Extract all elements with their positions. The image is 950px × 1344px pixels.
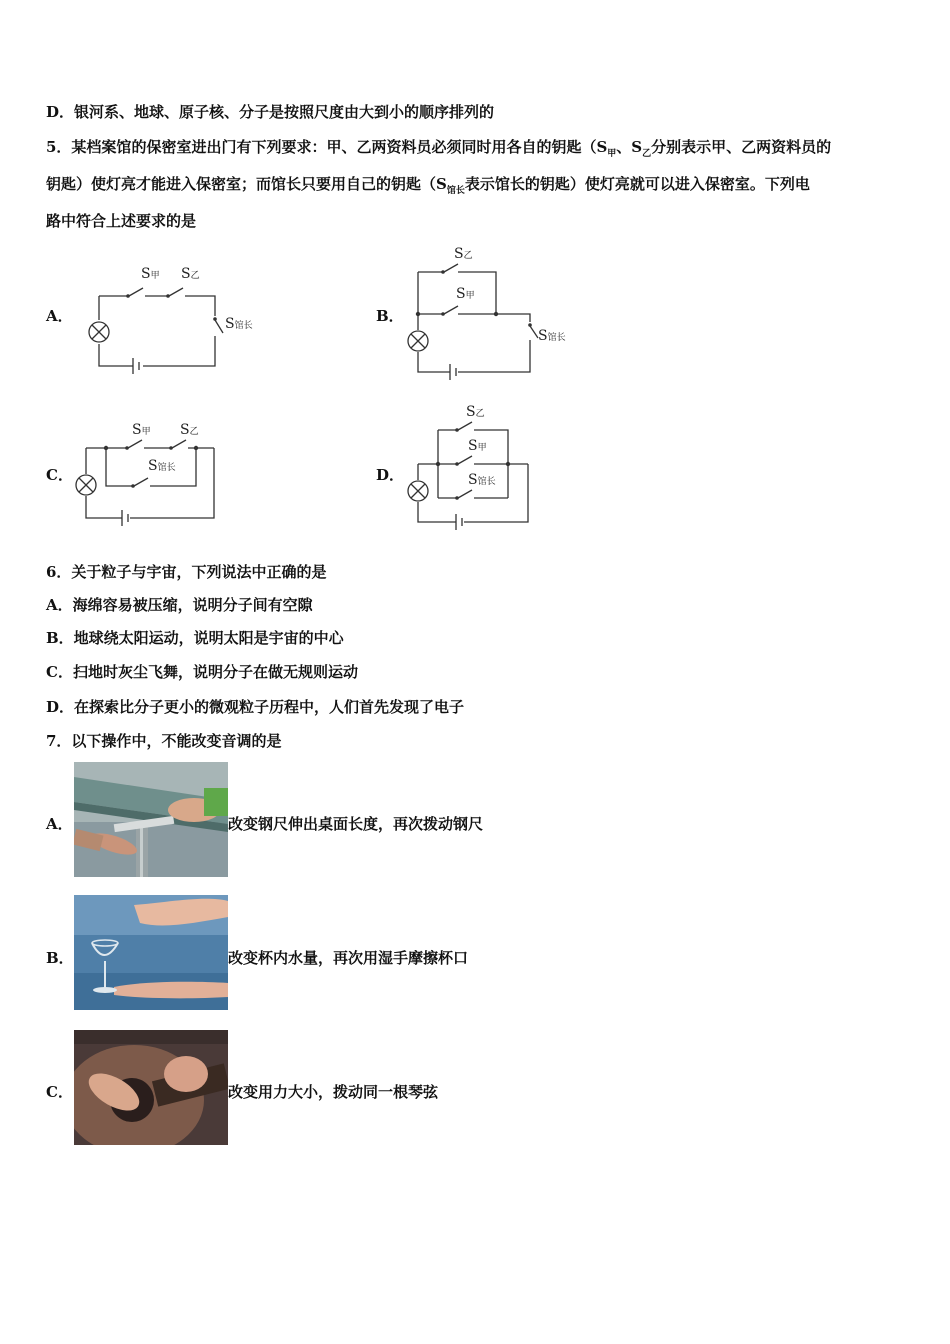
q7-option-a-label: A． <box>46 815 73 833</box>
q5-stem-text: 、S <box>616 138 643 156</box>
q7-option-b-text: 改变杯内水量，再次用湿手摩擦杯口 <box>228 949 469 967</box>
q5-sub-jia: 甲 <box>607 149 617 159</box>
label-sub-guanzhang: 馆长 <box>234 321 253 331</box>
q5-stem-line1 <box>46 137 831 164</box>
q5-stem-line2 <box>46 174 810 201</box>
q7-option-b-label: B． <box>46 949 74 967</box>
label-sub-yi: 乙 <box>475 409 485 419</box>
label-s: S <box>538 328 548 344</box>
q5-option-b-label: B． <box>376 307 404 325</box>
q5-stem-text: 钥匙）使灯亮才能进入保密室；而馆长只要用自己的钥匙（S <box>46 175 447 193</box>
q7-option-c-text: 改变用力大小，拨动同一根琴弦 <box>228 1083 439 1101</box>
label-sub-jia: 甲 <box>150 271 160 281</box>
circuit-c <box>72 412 232 534</box>
svg-text:S馆长 <box>468 472 496 488</box>
q5-option-c-label: C． <box>46 466 73 484</box>
svg-text:S馆长 <box>538 328 566 344</box>
wine-glass-photo <box>74 895 228 1010</box>
label-s: S <box>456 286 466 302</box>
label-sub-yi: 乙 <box>463 251 473 261</box>
label-sub-yi: 乙 <box>190 271 200 281</box>
label-sub-yi: 乙 <box>189 427 199 437</box>
label-sub-jia: 甲 <box>477 443 487 453</box>
label-s: S <box>225 316 235 332</box>
q6-option-c: C．扫地时灰尘飞舞，说明分子在做无规则运动 <box>46 663 358 681</box>
label-sub-jia: 甲 <box>141 427 151 437</box>
q6-option-d: D．在探索比分子更小的微观粒子历程中，人们首先发现了电子 <box>46 698 465 716</box>
label-s: S <box>181 266 191 282</box>
label-s: S <box>148 458 158 474</box>
circuit-d <box>400 398 550 534</box>
svg-text:S馆长 <box>225 316 253 332</box>
label-s: S <box>466 404 476 420</box>
svg-text:S乙 <box>466 404 485 420</box>
q5-sub-yi: 乙 <box>642 149 652 159</box>
q6-option-b: B．地球绕太阳运动，说明太阳是宇宙的中心 <box>46 629 344 647</box>
q7-stem: 7．以下操作中，不能改变音调的是 <box>46 732 282 750</box>
label-sub-guanzhang: 馆长 <box>477 477 496 487</box>
q4-option-d: D．银河系、地球、原子核、分子是按照尺度由大到小的顺序排列的 <box>46 103 495 121</box>
guitar-photo <box>74 1030 228 1145</box>
label-s: S <box>132 422 142 438</box>
label-s: S <box>180 422 190 438</box>
label-s: S <box>454 246 464 262</box>
label-sub-guanzhang: 馆长 <box>547 333 566 343</box>
q5-option-a-label: A． <box>46 307 73 325</box>
q6-stem: 6．关于粒子与宇宙，下列说法中正确的是 <box>46 563 327 581</box>
q5-stem-text: 5．某档案馆的保密室进出门有下列要求：甲、乙两资料员必须同时用各自的钥匙（S <box>46 138 608 156</box>
svg-text:S乙 <box>454 246 473 262</box>
q5-sub-guanzhang: 馆长 <box>446 186 465 196</box>
circuit-b <box>400 240 590 385</box>
label-sub-guanzhang: 馆长 <box>157 463 176 473</box>
svg-text:S甲 <box>456 286 475 302</box>
label-sub-jia: 甲 <box>465 291 475 301</box>
q7-option-a-text: 改变钢尺伸出桌面长度，再次拨动钢尺 <box>228 815 484 833</box>
svg-text:S乙 <box>180 422 199 438</box>
label-s: S <box>468 472 478 488</box>
svg-text:S甲 <box>132 422 151 438</box>
svg-text:S甲 <box>141 266 160 282</box>
q5-stem-line3: 路中符合上述要求的是 <box>46 212 197 230</box>
label-s: S <box>141 266 151 282</box>
q5-stem-text: 分别表示甲、乙两资料员的 <box>651 138 832 156</box>
ruler-on-desk-photo <box>74 762 228 877</box>
svg-text:S馆长 <box>148 458 176 474</box>
q5-option-d-label: D． <box>376 466 405 484</box>
svg-text:S乙 <box>181 266 200 282</box>
circuit-a <box>85 258 275 378</box>
q5-stem-text: 表示馆长的钥匙）使灯亮就可以进入保密室。下列电 <box>464 175 810 193</box>
label-s: S <box>468 438 478 454</box>
q7-option-c-label: C． <box>46 1083 73 1101</box>
svg-text:S甲 <box>468 438 487 454</box>
q6-option-a: A．海绵容易被压缩，说明分子间有空隙 <box>46 596 313 614</box>
